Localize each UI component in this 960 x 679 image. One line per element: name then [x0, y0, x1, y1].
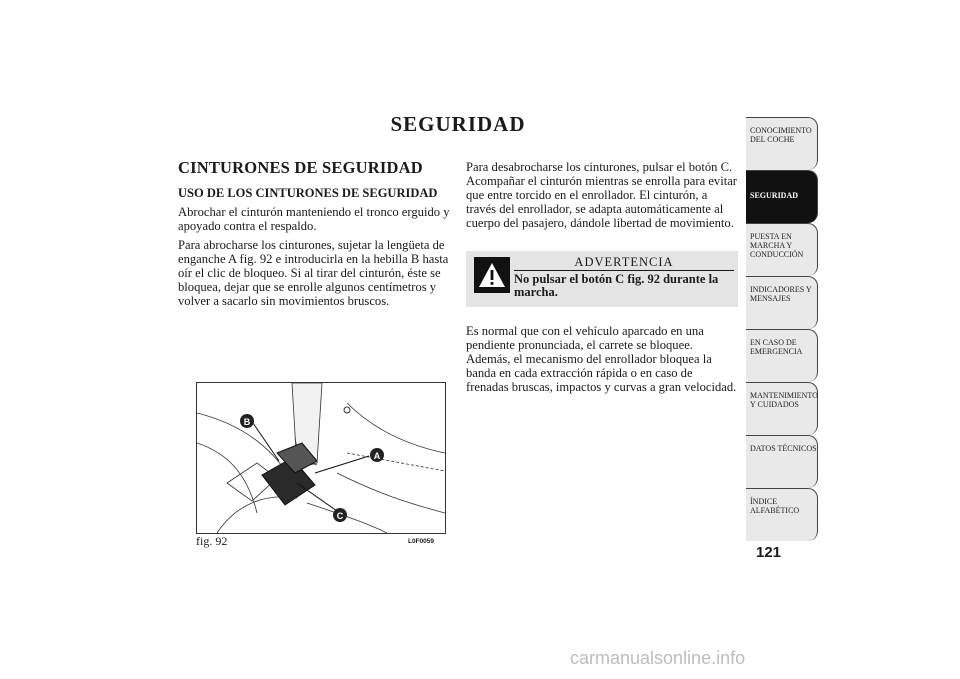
tab-puesta-en-marcha[interactable]: PUESTA EN MARCHA Y CONDUCCIÓN: [746, 223, 818, 276]
tab-mantenimiento[interactable]: MANTENIMIENTO Y CUIDADOS: [746, 382, 818, 435]
page-title: SEGURIDAD: [390, 112, 526, 136]
tab-seguridad[interactable]: SEGURIDAD: [746, 170, 818, 223]
paragraph: Para desabrocharse los cinturones, pulsar el botón C. Acompañar el cinturón mientras se enrolla para evitar que entre torcido en el enrollador. El cinturón, a través del enrollador, se adapta automáticamente al cuerpo del pasajero, dándole libertad de movimiento.: [466, 160, 737, 230]
page-number: 121: [756, 544, 782, 561]
chapter-sidebar: [746, 117, 818, 541]
tab-conocimiento[interactable]: CONOCIMIENTO DEL COCHE: [746, 117, 818, 170]
warning-triangle-icon: [474, 257, 510, 293]
section-heading: CINTURONES DE SEGURIDAD: [178, 158, 423, 177]
tab-datos-tecnicos[interactable]: DATOS TÉCNICOS: [746, 435, 818, 488]
paragraph: Es normal que con el vehículo aparcado en una pendiente pronunciada, el carrete se bloquee. Además, el mecanismo del enrollador bloquea la banda en cada extracción rápida o en caso de frenadas bruscas, impactos y curvas a gran velocidad.: [466, 324, 737, 394]
label-c: C: [336, 511, 344, 521]
left-column: [178, 158, 453, 313]
right-column: [466, 160, 738, 235]
seatbelt-drawing: [197, 383, 445, 533]
section-subheading: USO DE LOS CINTURONES DE SEGURIDAD: [178, 186, 438, 200]
warning-label: ADVERTENCIA: [514, 255, 734, 271]
figure-caption: fig. 92: [196, 534, 228, 548]
warning-text: No pulsar el botón C fig. 92 durante la marcha.: [514, 272, 719, 299]
paragraph: Para abrocharse los cinturones, sujetar la lengüeta de enganche A fig. 92 e introducirla en la hebilla B hasta oír el clic de bloqueo. Si al tirar del cinturón, éste se bloquea, dejar que se enrolle algunos centímetros y volver a sacarlo sin movimientos bruscos.: [178, 238, 449, 308]
tab-emergencia[interactable]: EN CASO DE EMERGENCIA: [746, 329, 818, 382]
tab-indice[interactable]: ÍNDICE ALFABÉTICO: [746, 488, 818, 541]
seatbelt-illustration: [196, 382, 446, 534]
figure-code: L0F0059: [408, 538, 435, 545]
tab-indicadores[interactable]: INDICADORES Y MENSAJES: [746, 276, 818, 329]
watermark: carmanualsonline.info: [570, 648, 746, 668]
warning-box: [466, 251, 738, 307]
label-a: A: [373, 451, 381, 461]
label-b: B: [243, 417, 251, 427]
paragraph: Abrochar el cinturón manteniendo el tronco erguido y apoyado contra el respaldo.: [178, 205, 450, 233]
right-column-lower: [466, 324, 738, 399]
